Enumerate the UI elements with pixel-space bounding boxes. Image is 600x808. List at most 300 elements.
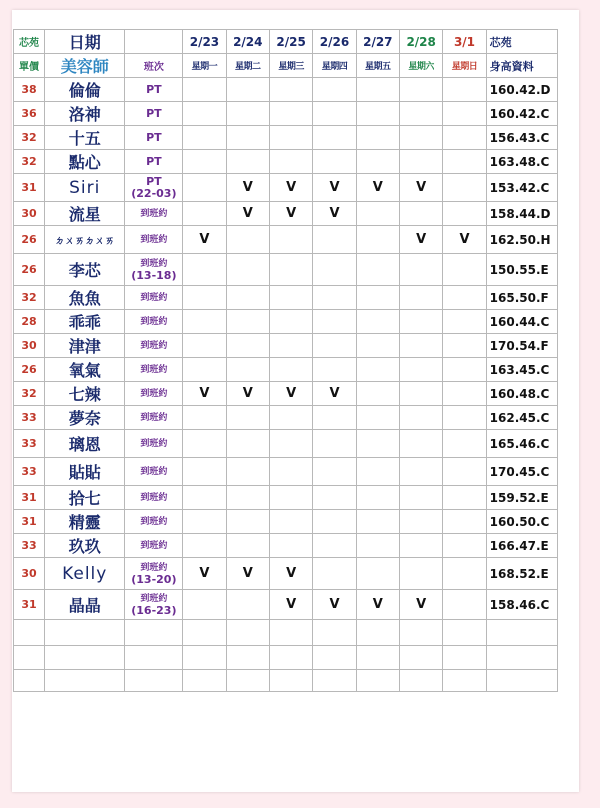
availability-cell: [183, 102, 226, 126]
availability-cell: [313, 126, 356, 150]
shift-type: 到班約: [140, 466, 168, 477]
availability-cell: [226, 534, 269, 558]
empty-cell: [183, 670, 226, 692]
profile-info-cell: 168.52.E: [486, 558, 557, 590]
availability-cell: [399, 430, 442, 458]
availability-cell: [269, 486, 312, 510]
weekday-cell: 星期五: [356, 54, 399, 78]
availability-cell: V: [269, 174, 312, 202]
price-header: 單價: [14, 54, 45, 78]
availability-cell: [226, 102, 269, 126]
price-cell: 26: [14, 226, 45, 254]
availability-cell: [356, 102, 399, 126]
availability-cell: V: [399, 174, 442, 202]
availability-cell: V: [269, 382, 312, 406]
availability-cell: V: [313, 590, 356, 620]
availability-cell: [313, 102, 356, 126]
table-row: [14, 406, 558, 430]
availability-cell: [313, 254, 356, 286]
profile-info-cell: 170.45.C: [486, 458, 557, 486]
availability-cell: [269, 334, 312, 358]
price-cell: 32: [14, 382, 45, 406]
shift-type: 到班約: [140, 316, 168, 327]
table-row: [14, 334, 558, 358]
availability-cell: [399, 534, 442, 558]
availability-cell: [183, 458, 226, 486]
availability-cell: V: [356, 590, 399, 620]
corner-top-label: 芯苑: [14, 30, 45, 54]
availability-cell: [226, 510, 269, 534]
availability-cell: V: [226, 382, 269, 406]
availability-cell: [356, 126, 399, 150]
beautician-name: Kelly: [44, 558, 125, 590]
shift-type: 到班約: [140, 234, 168, 245]
availability-cell: [313, 558, 356, 590]
availability-cell: [226, 310, 269, 334]
weekday-cell: 星期二: [226, 54, 269, 78]
price-cell: 36: [14, 102, 45, 126]
availability-cell: [399, 254, 442, 286]
availability-cell: V: [269, 590, 312, 620]
empty-cell: [313, 670, 356, 692]
availability-cell: [443, 458, 486, 486]
table-row: [14, 534, 558, 558]
availability-cell: [269, 226, 312, 254]
availability-cell: [313, 486, 356, 510]
beautician-name: 魚魚: [44, 286, 125, 310]
availability-cell: [226, 458, 269, 486]
availability-cell: [269, 430, 312, 458]
schedule-table: [13, 29, 558, 692]
availability-cell: [356, 406, 399, 430]
availability-cell: [269, 406, 312, 430]
availability-cell: [226, 286, 269, 310]
availability-cell: [356, 310, 399, 334]
date-cell: 2/26: [313, 30, 356, 54]
beautician-name: 流星: [44, 202, 125, 226]
table-row: [14, 590, 558, 620]
price-cell: 30: [14, 334, 45, 358]
table-row: [14, 486, 558, 510]
availability-cell: [183, 510, 226, 534]
availability-cell: V: [313, 382, 356, 406]
profile-info-cell: 160.42.D: [486, 78, 557, 102]
availability-cell: [313, 458, 356, 486]
availability-cell: [399, 102, 442, 126]
availability-cell: [443, 78, 486, 102]
shift-cell: [125, 382, 183, 406]
shift-type: 到班約: [140, 516, 168, 527]
shift-cell: [125, 430, 183, 458]
empty-cell: [443, 670, 486, 692]
empty-cell: [44, 646, 125, 670]
price-cell: 33: [14, 406, 45, 430]
date-cell: 2/27: [356, 30, 399, 54]
profile-info-cell: 159.52.E: [486, 486, 557, 510]
empty-cell: [399, 670, 442, 692]
availability-cell: [269, 358, 312, 382]
availability-cell: [226, 126, 269, 150]
beautician-name: 晶晶: [44, 590, 125, 620]
shift-cell: [125, 202, 183, 226]
shift-hours: (13-18): [131, 268, 177, 282]
price-cell: 33: [14, 534, 45, 558]
availability-cell: [183, 254, 226, 286]
empty-cell: [443, 620, 486, 646]
beautician-name: 氧氣: [44, 358, 125, 382]
availability-cell: [313, 310, 356, 334]
weekday-cell: 星期四: [313, 54, 356, 78]
availability-cell: [226, 430, 269, 458]
shift-type: 到班約: [140, 540, 168, 551]
availability-cell: [356, 534, 399, 558]
table-row: [14, 430, 558, 458]
table-row: [14, 254, 558, 286]
empty-cell: [486, 646, 557, 670]
shift-type: 到班約: [140, 412, 168, 423]
availability-cell: [183, 334, 226, 358]
empty-cell: [125, 670, 183, 692]
profile-info-cell: 166.47.E: [486, 534, 557, 558]
shift-type: 到班約: [140, 492, 168, 503]
availability-cell: [269, 126, 312, 150]
price-cell: 32: [14, 126, 45, 150]
beautician-name: ㄉㄨㄞㄉㄨㄞ: [44, 226, 125, 254]
shift-type: 到班約: [140, 340, 168, 351]
beautician-name: 貼貼: [44, 458, 125, 486]
empty-cell: [183, 620, 226, 646]
table-row: [14, 102, 558, 126]
availability-cell: [399, 150, 442, 174]
availability-cell: [356, 486, 399, 510]
profile-info-cell: 150.55.E: [486, 254, 557, 286]
availability-cell: V: [226, 202, 269, 226]
shift-cell: [125, 174, 183, 202]
profile-info-cell: 160.44.C: [486, 310, 557, 334]
price-cell: 32: [14, 150, 45, 174]
profile-info-cell: 163.45.C: [486, 358, 557, 382]
price-cell: 31: [14, 174, 45, 202]
availability-cell: [356, 150, 399, 174]
availability-cell: [313, 534, 356, 558]
beautician-name: 乖乖: [44, 310, 125, 334]
shift-cell: [125, 510, 183, 534]
availability-cell: [443, 590, 486, 620]
availability-cell: [443, 126, 486, 150]
shift-type: 到班約: [140, 292, 168, 303]
availability-cell: [443, 174, 486, 202]
beautician-name: 夢奈: [44, 406, 125, 430]
availability-cell: V: [399, 226, 442, 254]
availability-cell: V: [313, 174, 356, 202]
availability-cell: [183, 534, 226, 558]
shift-cell: [125, 558, 183, 590]
shift-cell: [125, 102, 183, 126]
empty-cell: [486, 670, 557, 692]
shift-cell: [125, 334, 183, 358]
weekday-cell: 星期三: [269, 54, 312, 78]
empty-cell: [125, 646, 183, 670]
shift-type: 到班約: [140, 208, 168, 219]
shift-type: 到班約: [140, 593, 168, 604]
availability-cell: V: [183, 558, 226, 590]
availability-cell: [443, 558, 486, 590]
availability-cell: V: [269, 558, 312, 590]
table-row: [14, 382, 558, 406]
table-row: [14, 202, 558, 226]
availability-cell: [183, 126, 226, 150]
beautician-name: 七辣: [44, 382, 125, 406]
shift-type: 到班約: [140, 258, 168, 269]
table-row: [14, 226, 558, 254]
profile-info-cell: 158.44.D: [486, 202, 557, 226]
date-cell-saturday: 2/28: [399, 30, 442, 54]
profile-info-cell: 170.54.F: [486, 334, 557, 358]
availability-cell: [399, 358, 442, 382]
availability-cell: [313, 430, 356, 458]
availability-cell: [399, 310, 442, 334]
beautician-name: 津津: [44, 334, 125, 358]
availability-cell: [399, 510, 442, 534]
availability-cell: [443, 430, 486, 458]
shift-cell: [125, 590, 183, 620]
empty-row: [14, 620, 558, 646]
availability-cell: [356, 226, 399, 254]
availability-cell: V: [399, 590, 442, 620]
availability-cell: [313, 150, 356, 174]
beautician-header: 美容師: [44, 54, 125, 78]
shift-hours: (13-20): [131, 572, 177, 586]
beautician-name: 精靈: [44, 510, 125, 534]
availability-cell: V: [356, 174, 399, 202]
profile-info-cell: 162.50.H: [486, 226, 557, 254]
availability-cell: [269, 254, 312, 286]
profile-info-cell: 158.46.C: [486, 590, 557, 620]
beautician-name: 李芯: [44, 254, 125, 286]
availability-cell: [226, 358, 269, 382]
beautician-name: 倫倫: [44, 78, 125, 102]
shift-cell: [125, 78, 183, 102]
empty-cell: [226, 646, 269, 670]
availability-cell: [443, 382, 486, 406]
availability-cell: [269, 310, 312, 334]
availability-cell: [183, 78, 226, 102]
empty-cell: [399, 646, 442, 670]
availability-cell: [183, 150, 226, 174]
availability-cell: [356, 254, 399, 286]
profile-info-cell: 153.42.C: [486, 174, 557, 202]
profile-info-cell: 165.46.C: [486, 430, 557, 458]
shift-cell: [125, 310, 183, 334]
availability-cell: V: [183, 382, 226, 406]
profile-info-cell: 160.42.C: [486, 102, 557, 126]
date-cell: 2/23: [183, 30, 226, 54]
availability-cell: [356, 430, 399, 458]
availability-cell: [269, 510, 312, 534]
availability-cell: [443, 510, 486, 534]
availability-cell: [313, 226, 356, 254]
availability-cell: [226, 254, 269, 286]
empty-cell: [226, 670, 269, 692]
header-row-dates: [14, 30, 558, 54]
header-row-weekdays: [14, 54, 558, 78]
availability-cell: [356, 382, 399, 406]
empty-cell: [44, 670, 125, 692]
availability-cell: [443, 310, 486, 334]
availability-cell: [183, 286, 226, 310]
shift-header: 班次: [125, 54, 183, 78]
shift-cell: [125, 458, 183, 486]
empty-cell: [486, 620, 557, 646]
beautician-name: 玖玖: [44, 534, 125, 558]
shift-cell: [125, 406, 183, 430]
availability-cell: [399, 286, 442, 310]
date-cell: 2/24: [226, 30, 269, 54]
availability-cell: [443, 486, 486, 510]
empty-cell: [399, 620, 442, 646]
availability-cell: [269, 102, 312, 126]
weekday-cell-saturday: 星期六: [399, 54, 442, 78]
availability-cell: [356, 558, 399, 590]
availability-cell: [226, 78, 269, 102]
availability-cell: [226, 406, 269, 430]
empty-cell: [356, 620, 399, 646]
availability-cell: [269, 534, 312, 558]
availability-cell: [356, 78, 399, 102]
availability-cell: [269, 78, 312, 102]
shift-cell: [125, 286, 183, 310]
empty-row: [14, 646, 558, 670]
availability-cell: [399, 458, 442, 486]
empty-cell: [125, 620, 183, 646]
shift-type: PT: [146, 106, 162, 120]
availability-cell: [443, 358, 486, 382]
empty-cell: [313, 620, 356, 646]
price-cell: 33: [14, 430, 45, 458]
availability-cell: [399, 382, 442, 406]
availability-cell: V: [313, 202, 356, 226]
beautician-name: 洛神: [44, 102, 125, 126]
shift-type: PT: [146, 174, 162, 188]
profile-info-cell: 156.43.C: [486, 126, 557, 150]
availability-cell: [313, 286, 356, 310]
price-cell: 31: [14, 590, 45, 620]
beautician-name: 點心: [44, 150, 125, 174]
availability-cell: [443, 406, 486, 430]
shift-cell: [125, 358, 183, 382]
table-row: [14, 150, 558, 174]
shift-cell: [125, 226, 183, 254]
availability-cell: [443, 202, 486, 226]
price-cell: 30: [14, 558, 45, 590]
shift-cell: [125, 126, 183, 150]
availability-cell: [226, 226, 269, 254]
profile-info-cell: 162.45.C: [486, 406, 557, 430]
empty-cell: [14, 646, 45, 670]
profile-info-cell: 160.48.C: [486, 382, 557, 406]
availability-cell: [183, 174, 226, 202]
profile-info-cell: 163.48.C: [486, 150, 557, 174]
availability-cell: [269, 286, 312, 310]
availability-cell: [356, 458, 399, 486]
profile-info-cell: 160.50.C: [486, 510, 557, 534]
table-row: [14, 558, 558, 590]
empty-cell: [356, 646, 399, 670]
empty-cell: [443, 646, 486, 670]
shift-type: PT: [146, 82, 162, 96]
price-cell: 32: [14, 286, 45, 310]
empty-cell: [183, 646, 226, 670]
shift-type: 到班約: [140, 388, 168, 399]
availability-cell: V: [226, 174, 269, 202]
availability-cell: [226, 334, 269, 358]
availability-cell: [356, 202, 399, 226]
shift-hours: (16-23): [131, 603, 177, 617]
availability-cell: [399, 558, 442, 590]
profile-info-cell: 165.50.F: [486, 286, 557, 310]
empty-cell: [269, 670, 312, 692]
availability-cell: [313, 78, 356, 102]
shift-hours: (22-03): [131, 186, 177, 200]
availability-cell: [183, 310, 226, 334]
beautician-name: 璃恩: [44, 430, 125, 458]
table-row: [14, 78, 558, 102]
price-cell: 28: [14, 310, 45, 334]
weekday-cell: 星期一: [183, 54, 226, 78]
weekday-cell-sunday: 星期日: [443, 54, 486, 78]
availability-cell: [183, 358, 226, 382]
availability-cell: [443, 254, 486, 286]
shift-type: 到班約: [140, 364, 168, 375]
availability-cell: [399, 78, 442, 102]
availability-cell: [399, 334, 442, 358]
empty-cell: [226, 620, 269, 646]
empty-cell: [356, 670, 399, 692]
date-header: 日期: [44, 30, 125, 54]
availability-cell: [399, 486, 442, 510]
availability-cell: [269, 150, 312, 174]
availability-cell: [356, 358, 399, 382]
info-header-top: 芯苑: [486, 30, 557, 54]
table-row: [14, 174, 558, 202]
empty-cell: [14, 620, 45, 646]
price-cell: 31: [14, 510, 45, 534]
table-row: [14, 358, 558, 382]
availability-cell: [313, 358, 356, 382]
table-row: [14, 510, 558, 534]
availability-cell: [269, 458, 312, 486]
date-cell: 2/25: [269, 30, 312, 54]
availability-cell: [183, 486, 226, 510]
availability-cell: [443, 150, 486, 174]
blank-header-cell: [125, 30, 183, 54]
price-cell: 30: [14, 202, 45, 226]
table-row: [14, 310, 558, 334]
empty-cell: [269, 620, 312, 646]
beautician-name: 拾七: [44, 486, 125, 510]
availability-cell: [356, 510, 399, 534]
availability-cell: [443, 286, 486, 310]
availability-cell: [356, 334, 399, 358]
availability-cell: [183, 590, 226, 620]
availability-cell: [399, 202, 442, 226]
availability-cell: [356, 286, 399, 310]
price-cell: 38: [14, 78, 45, 102]
availability-cell: [313, 406, 356, 430]
empty-cell: [269, 646, 312, 670]
shift-type: PT: [146, 130, 162, 144]
availability-cell: [313, 510, 356, 534]
